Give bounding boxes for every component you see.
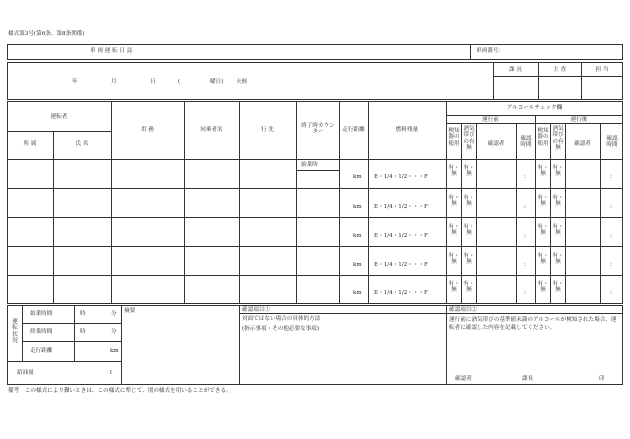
row-time-before: : [524, 262, 526, 268]
header-confirmer-before: 確認者 [487, 141, 505, 147]
header-dept: 所 属 [23, 141, 37, 147]
remarks-label: 摘要 [124, 308, 136, 314]
confirm1-title: 確認項目① [242, 307, 270, 313]
status-fuel-supply: 給油量 [17, 370, 34, 376]
date-year: 年 [72, 79, 78, 85]
row-alcohol-before[interactable]: 有・無 [463, 281, 475, 294]
header-name: 氏 名 [75, 141, 89, 147]
status-end-hour: 時 [80, 329, 86, 335]
header-purpose: 用 務 [141, 127, 154, 133]
header-after: 運行後 [570, 117, 588, 123]
confirm2-text: 運行前に酒気帯びの基準値未満のアルコールが検知された場合、運転者に確認した内容を記載してください。 [449, 317, 617, 332]
status-km: km [110, 348, 119, 354]
status-distance: 走行距離 [30, 348, 53, 354]
row-fuel: E・1/4・1/2・・・F [374, 262, 428, 268]
header-detector-before: 検知器の使用 [448, 128, 460, 147]
row-alcohol-after[interactable]: 有・無 [552, 195, 564, 208]
row-time-after: : [610, 290, 612, 296]
row-time-before: : [524, 174, 526, 180]
status-start-time: 始業時間 [30, 311, 53, 317]
row-alcohol-after[interactable]: 有・無 [552, 281, 564, 294]
status-end-minute: 分 [111, 329, 117, 335]
form-id: 様式第3号(第6条、第8条関係) [8, 31, 85, 37]
row-detector-before[interactable]: 有・無 [448, 281, 460, 294]
row-alcohol-before[interactable]: 有・無 [463, 195, 475, 208]
row-fuel: E・1/4・1/2・・・F [374, 174, 428, 180]
row-detector-after[interactable]: 有・無 [537, 281, 549, 294]
row-time-after: : [610, 204, 612, 210]
row-alcohol-after[interactable]: 有・無 [552, 165, 564, 178]
row-alcohol-after[interactable]: 有・無 [552, 253, 564, 266]
header-fuel: 燃料残量 [395, 127, 419, 133]
header-destination: 行 先 [261, 127, 274, 133]
date-weekday: 曜日) [210, 79, 224, 85]
document-title: 車 両 運 転 日 誌 [90, 48, 133, 54]
approval-staff: 担 当 [595, 67, 609, 73]
header-passenger: 同乗者名 [200, 127, 223, 133]
header-before: 運行前 [482, 117, 499, 123]
status-start-hour: 時 [80, 311, 86, 317]
row-detector-after[interactable]: 有・無 [537, 165, 549, 178]
date-weather: 天候 [236, 79, 248, 85]
header-time-before: 確認時間 [520, 136, 532, 149]
row-km: km [353, 204, 362, 210]
confirm2-chief: 課長 [522, 376, 534, 382]
row-km: km [353, 290, 362, 296]
approval-chief: 課 長 [509, 67, 522, 73]
row-time-before: : [524, 290, 526, 296]
start-label: 始業時 [301, 162, 318, 168]
header-time-after: 確認時間 [606, 136, 618, 149]
header-driver: 運転者 [50, 114, 68, 120]
row-detector-after[interactable]: 有・無 [537, 195, 549, 208]
row-detector-before[interactable]: 有・無 [448, 253, 460, 266]
status-liter: l [110, 370, 112, 376]
row-alcohol-after[interactable]: 有・無 [552, 224, 564, 237]
row-km: km [353, 262, 362, 268]
row-time-after: : [610, 174, 612, 180]
date-month: 月 [111, 79, 117, 85]
date-day: 日 [150, 79, 156, 85]
row-time-after: : [610, 262, 612, 268]
header-alcohol-check: アルコールチェック欄 [506, 105, 563, 111]
header-alcohol-before: 酒気帯びの有無 [463, 126, 475, 152]
header-alcohol-after: 酒気帯びの有無 [552, 126, 564, 152]
row-fuel: E・1/4・1/2・・・F [374, 233, 428, 239]
row-alcohol-before[interactable]: 有・無 [463, 253, 475, 266]
row-km: km [353, 233, 362, 239]
row-time-before: : [524, 204, 526, 210]
confirm2-title: 確認項目② [449, 307, 477, 313]
status-label: 運転状況 [12, 319, 18, 345]
date-paren: ( [178, 79, 181, 85]
row-time-before: : [524, 233, 526, 239]
row-fuel: E・1/4・1/2・・・F [374, 290, 428, 296]
status-start-minute: 分 [111, 311, 117, 317]
header-counter: 終了時カウンター [301, 123, 335, 136]
confirm1-line2: (指示事項・その他必要な事項) [242, 326, 320, 332]
row-fuel: E・1/4・1/2・・・F [374, 204, 428, 210]
header-detector-after: 検知器の使用 [537, 128, 549, 147]
row-km: km [353, 174, 362, 180]
row-alcohol-before[interactable]: 有・無 [463, 165, 475, 178]
vehicle-number-label: 車両番号： [476, 48, 504, 54]
footnote: 備考 この様式により難いときは、この様式に準じて、別の様式を用いることができる。 [8, 388, 232, 394]
row-detector-after[interactable]: 有・無 [537, 253, 549, 266]
row-detector-before[interactable]: 有・無 [448, 195, 460, 208]
confirm1-line1: 対面ではない場合の具体的方法 [242, 316, 321, 322]
header-confirmer-after: 確認者 [574, 141, 591, 147]
row-detector-before[interactable]: 有・無 [448, 224, 460, 237]
approval-inspector: 主 査 [553, 67, 566, 73]
row-alcohol-before[interactable]: 有・無 [463, 224, 475, 237]
row-detector-after[interactable]: 有・無 [537, 224, 549, 237]
row-time-after: : [610, 233, 612, 239]
confirm2-confirmer: 確認者 [455, 376, 472, 382]
row-detector-before[interactable]: 有・無 [448, 165, 460, 178]
status-end-time: 終業時間 [30, 329, 53, 335]
header-distance: 走行距離 [342, 127, 365, 133]
confirm2-seal: 印 [599, 376, 605, 382]
